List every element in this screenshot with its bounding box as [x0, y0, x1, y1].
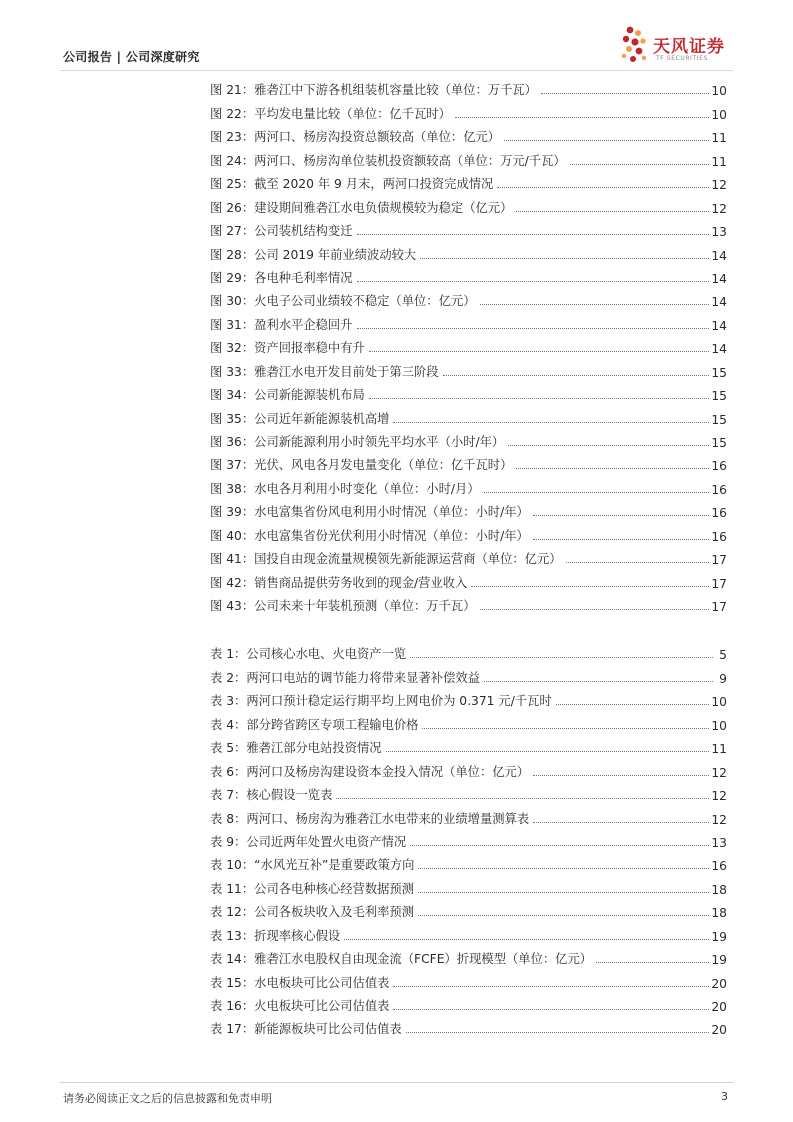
company-logo: [616, 22, 746, 70]
figure-toc-entry-label: 图 22：平均发电量比较（单位：亿千瓦时）: [210, 106, 451, 121]
figure-toc-entry-label: 图 43：公司未来十年装机预测（单位：万千瓦）: [210, 599, 476, 614]
table-toc-entry-page: 13: [711, 835, 727, 850]
dot-leader: [393, 986, 709, 987]
table-toc-entry-label: 表 2：两河口电站的调节能力将带来显著补偿效益: [210, 670, 480, 685]
figure-toc-entry-page: 15: [711, 412, 727, 427]
figure-toc-entry[interactable]: [210, 356, 727, 379]
figure-toc-entry-page: 10: [711, 84, 727, 99]
figure-toc-entry-label: 图 23：两河口、杨房沟投资总额较高（单位：亿元）: [210, 130, 501, 145]
table-toc-entry[interactable]: [210, 662, 727, 685]
dot-leader: [455, 117, 709, 118]
figure-toc-entry-label: 图 38：水电各月利用小时变化（单位：小时/月）: [210, 481, 480, 496]
table-toc-entry-label: 表 12：公司各板块收入及毛利率预测: [210, 905, 415, 920]
table-toc-entry-page: 19: [711, 953, 727, 968]
logo-brand-name: 天风证券: [653, 37, 725, 57]
dot-leader: [336, 798, 709, 799]
figure-toc-entry-page: 15: [711, 365, 727, 380]
dot-leader: [410, 845, 709, 846]
dot-leader: [443, 375, 710, 376]
table-toc-entry[interactable]: [210, 827, 727, 850]
dot-leader: [422, 728, 709, 729]
table-toc-entry-label: 表 3：两河口预计稳定运行期平均上网电价为 0.371 元/千瓦时: [210, 694, 552, 709]
figure-toc-entry-label: 图 30：火电子公司业绩较不稳定（单位：亿元）: [210, 294, 476, 309]
dot-leader: [541, 93, 709, 94]
figure-toc-entry-label: 图 34：公司新能源装机布局: [210, 388, 365, 403]
figure-toc-entry-label: 图 36：公司新能源利用小时领先平均水平（小时/年）: [210, 435, 505, 449]
table-toc-entry[interactable]: [210, 920, 727, 943]
dot-leader: [420, 258, 709, 259]
table-toc-entry-label: 表 7：核心假设一览表: [210, 788, 333, 803]
table-toc-entry-label: 表 13：折现率核心假设: [210, 928, 341, 943]
table-toc-entry-page: 12: [711, 812, 727, 827]
logo-brand-subtitle: TF SECURITIES: [656, 55, 708, 62]
dot-leader: [393, 422, 709, 423]
figure-toc-entry-label: 图 42：销售商品提供劳务收到的现金/营业收入: [210, 575, 468, 590]
figure-toc-entry-page: 17: [711, 600, 727, 615]
figure-toc-entry-label: 图 27：公司装机结构变迁: [210, 224, 353, 239]
figure-toc-entry-label: 图 25：截至 2020 年 9 月末，两河口投资完成情况: [210, 177, 494, 192]
figure-toc-entry[interactable]: [210, 591, 727, 614]
table-toc-entry-page: 12: [711, 765, 727, 780]
figure-toc-entry[interactable]: [210, 75, 727, 98]
figure-toc-entry-page: 14: [711, 271, 727, 286]
footer-divider: [60, 1082, 733, 1083]
figure-toc-entry-page: 14: [711, 342, 727, 357]
table-toc-entry-page: 10: [711, 695, 727, 710]
table-toc-entry-page: 5: [719, 648, 727, 663]
figure-toc-entry-page: 15: [711, 436, 727, 450]
dot-leader: [418, 915, 709, 916]
table-toc-entry[interactable]: [210, 897, 727, 920]
table-toc-entry-page: 19: [711, 929, 727, 944]
figure-toc-entry[interactable]: [210, 169, 727, 192]
figure-toc-entry[interactable]: [210, 497, 727, 520]
figure-toc-entry-page: 14: [711, 295, 727, 310]
figure-toc-entry-label: 图 26：建设期间雅砻江水电负债规模较为稳定（亿元）: [210, 200, 513, 215]
table-toc-entry-page: 11: [711, 742, 727, 757]
dot-leader: [357, 328, 710, 329]
figure-toc-entry-page: 13: [711, 225, 727, 240]
table-toc-entry-page: 18: [711, 906, 727, 921]
figure-toc-entry[interactable]: [210, 380, 727, 403]
flame-mark-icon: [616, 22, 652, 70]
figure-toc-entry[interactable]: [210, 145, 727, 168]
dot-leader: [497, 187, 709, 188]
figure-toc-entry-page: 16: [711, 459, 727, 474]
table-toc-entry[interactable]: [210, 944, 727, 967]
table-toc-entry-label: 表 6：两河口及杨房沟建设资本金投入情况（单位：亿元）: [210, 764, 530, 779]
dot-leader: [406, 1032, 710, 1033]
table-toc-entry-label: 表 4：部分跨省跨区专项工程输电价格: [210, 717, 419, 732]
dot-leader: [484, 681, 713, 682]
figure-toc-entry-page: 17: [711, 553, 727, 568]
table-toc-entry[interactable]: [210, 756, 727, 779]
figure-toc-entry[interactable]: [210, 216, 727, 239]
figure-toc-entry-page: 15: [711, 389, 727, 404]
figure-toc-entry[interactable]: [210, 263, 727, 286]
figure-toc-entry[interactable]: [210, 544, 727, 567]
dot-leader: [556, 704, 710, 705]
table-toc-entry-label: 表 11：公司各电种核心经营数据预测: [210, 881, 415, 896]
figure-toc-entry-label: 图 28：公司 2019 年前业绩波动较大: [210, 247, 417, 262]
table-toc-entry[interactable]: [210, 991, 727, 1014]
table-toc-entry-page: 18: [711, 882, 727, 897]
figure-toc-entry[interactable]: [210, 333, 727, 356]
table-toc-entry-label: 表 9：公司近两年处置火电资产情况: [210, 834, 407, 849]
dot-leader: [516, 211, 709, 212]
table-toc-entry-page: 9: [719, 671, 727, 686]
table-toc-entry-page: 20: [711, 1023, 727, 1038]
table-toc-entry[interactable]: [210, 709, 727, 732]
figure-toc-entry-page: 11: [711, 154, 727, 169]
figure-list: [210, 75, 727, 614]
dot-leader: [369, 398, 710, 399]
footer-disclaimer: 请务必阅读正文之后的信息披露和免责申明: [63, 1092, 272, 1105]
dot-leader: [484, 492, 710, 493]
table-toc-entry-page: 10: [711, 718, 727, 733]
figure-toc-entry-page: 17: [711, 576, 727, 591]
table-toc-entry[interactable]: [210, 1014, 727, 1037]
figure-toc-entry[interactable]: [210, 450, 727, 473]
dot-leader: [386, 751, 710, 752]
figure-toc-entry-label: 图 24：两河口、杨房沟单位装机投资额较高（单位：万元/千瓦）: [210, 153, 566, 168]
figure-toc-entry[interactable]: [210, 520, 727, 543]
table-toc-entry-label: 表 10：“水风光互补”是重要政策方向: [210, 858, 415, 873]
figure-toc-entry-page: 16: [711, 482, 727, 497]
dot-leader: [357, 234, 710, 235]
dot-leader: [533, 822, 709, 823]
table-toc-entry[interactable]: [210, 850, 727, 873]
table-toc-entry-page: 20: [711, 1000, 727, 1014]
table-toc-entry-label: 表 1：公司核心水电、火电资产一览: [210, 647, 407, 662]
dot-leader: [393, 1009, 709, 1010]
dot-leader: [418, 892, 709, 893]
figure-toc-entry-label: 图 41：国投自由现金流量规模领先新能源运营商（单位：亿元）: [210, 552, 562, 567]
figure-toc-entry-label: 图 40：水电富集省份光伏利用小时情况（单位：小时/年）: [210, 528, 529, 543]
table-toc-entry-label: 表 14：雅砻江水电股权自由现金流（FCFE）折现模型（单位：亿元）: [210, 952, 593, 967]
figure-toc-entry-page: 14: [711, 318, 727, 333]
figure-toc-entry[interactable]: [210, 309, 727, 332]
table-toc-entry[interactable]: [210, 780, 727, 803]
figure-toc-entry-label: 图 29：各电种毛利率情况: [210, 270, 353, 285]
figure-toc-entry-label: 图 32：资产回报率稳中有升: [210, 341, 365, 356]
dot-leader: [533, 775, 709, 776]
figure-toc-entry-page: 10: [711, 107, 727, 122]
figure-toc-entry[interactable]: [210, 567, 727, 590]
table-toc-entry[interactable]: [210, 803, 727, 826]
figure-toc-entry-label: 图 37：光伏、风电各月发电量变化（单位：亿千瓦时）: [210, 458, 513, 473]
dot-leader: [418, 868, 709, 869]
dot-leader: [533, 539, 710, 540]
dot-leader: [504, 140, 709, 141]
table-toc-entry[interactable]: [210, 733, 727, 756]
table-toc-entry[interactable]: [210, 639, 727, 662]
dot-leader: [570, 164, 710, 165]
figure-toc-entry-page: 14: [711, 248, 727, 263]
dot-leader: [566, 562, 710, 563]
dot-leader: [410, 657, 713, 658]
figure-toc-entry[interactable]: [210, 98, 727, 121]
figure-toc-entry-label: 图 39：水电富集省份风电利用小时情况（单位：小时/年）: [210, 505, 529, 520]
figure-toc-entry[interactable]: [210, 286, 727, 309]
table-toc-entry-page: 20: [711, 976, 727, 991]
figure-toc-entry-page: 11: [711, 131, 727, 146]
figure-toc-entry[interactable]: [210, 192, 727, 215]
figure-toc-entry[interactable]: [210, 473, 727, 496]
table-toc-entry[interactable]: [210, 686, 727, 709]
dot-leader: [596, 962, 709, 963]
table-toc-entry-label: 表 16：火电板块可比公司估值表: [210, 999, 390, 1013]
table-toc-entry-label: 表 17：新能源板块可比公司估值表: [210, 1022, 402, 1037]
dot-leader: [508, 445, 709, 446]
figure-toc-entry-page: 16: [711, 506, 727, 521]
figure-toc-entry[interactable]: [210, 427, 727, 450]
table-toc-entry[interactable]: [210, 873, 727, 896]
table-toc-entry-page: 12: [711, 789, 727, 804]
dot-leader: [480, 304, 710, 305]
figure-toc-entry[interactable]: [210, 403, 727, 426]
table-toc-entry-label: 表 8：两河口、杨房沟为雅砻江水电带来的业绩增量测算表: [210, 811, 530, 826]
table-toc-entry[interactable]: [210, 967, 727, 990]
report-category-label: 公司报告 | 公司深度研究: [63, 50, 200, 64]
figure-toc-entry[interactable]: [210, 239, 727, 262]
figure-toc-entry-page: 12: [711, 178, 727, 193]
figure-toc-entry-page: 16: [711, 529, 727, 544]
dot-leader: [369, 351, 710, 352]
table-list: [210, 639, 727, 1037]
header-divider: [60, 70, 733, 71]
figure-toc-entry-label: 图 21：雅砻江中下游各机组装机容量比较（单位：万千瓦）: [210, 83, 537, 98]
table-toc-entry-label: 表 5：雅砻江部分电站投资情况: [210, 741, 382, 756]
figure-toc-entry-label: 图 31：盈利水平企稳回升: [210, 317, 353, 332]
dot-leader: [471, 586, 709, 587]
dot-leader: [516, 468, 709, 469]
dot-leader: [480, 609, 710, 610]
figure-toc-entry-label: 图 35：公司近年新能源装机高增: [210, 411, 390, 426]
table-toc-entry-page: 16: [711, 859, 727, 874]
dot-leader: [533, 515, 710, 516]
table-toc-entry-label: 表 15：水电板块可比公司估值表: [210, 975, 390, 990]
figure-toc-entry-page: 12: [711, 201, 727, 216]
dot-leader: [357, 281, 710, 282]
figure-toc-entry[interactable]: [210, 122, 727, 145]
dot-leader: [344, 939, 709, 940]
figure-toc-entry-label: 图 33：雅砻江水电开发目前处于第三阶段: [210, 364, 439, 379]
page-number: 3: [721, 1090, 728, 1103]
